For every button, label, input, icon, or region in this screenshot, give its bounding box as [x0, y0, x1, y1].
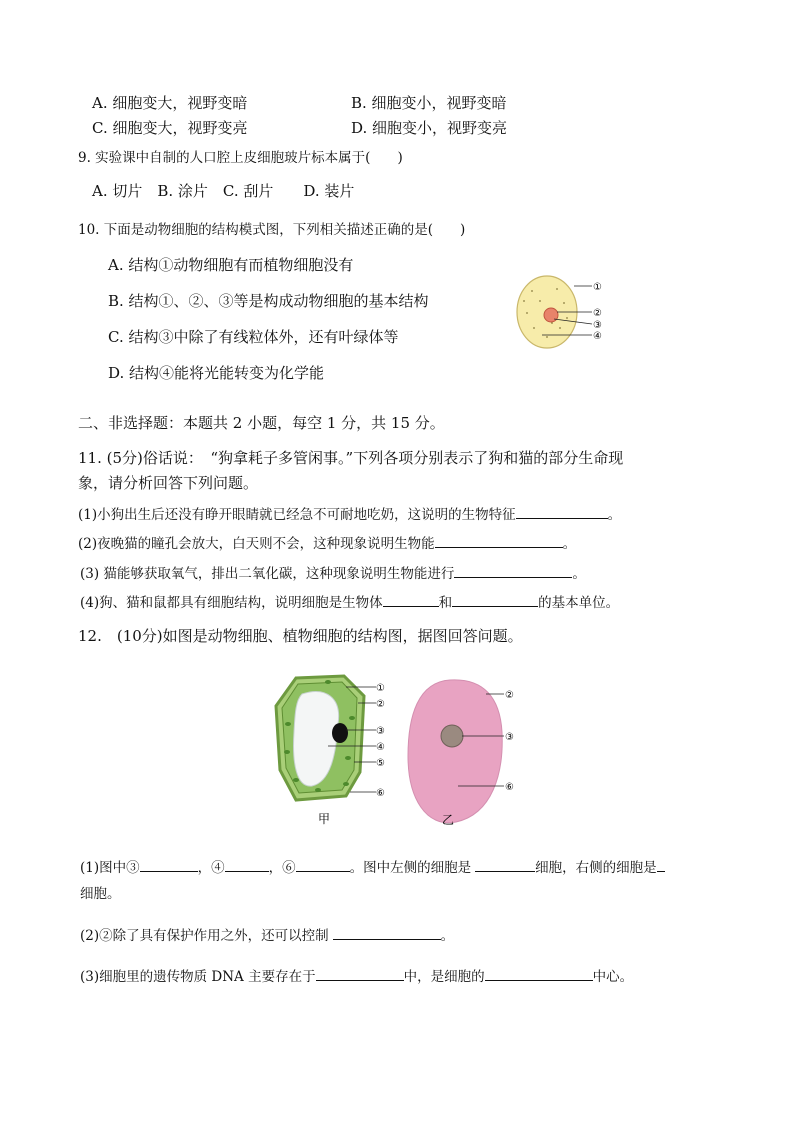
- q8-option-a: A. 细胞变大，视野变暗: [92, 94, 248, 112]
- q12-animal-cell-figure: [404, 676, 534, 834]
- q11-part2-text: (2)夜晚猫的瞳孔会放大，白天则不会，这种现象说明生物能: [78, 536, 435, 552]
- q12-right-label-2: ②: [505, 690, 514, 701]
- nucleus: [332, 723, 348, 743]
- q12-left-label-6: ⑥: [376, 788, 385, 799]
- q11-part1-end: 。: [607, 507, 622, 523]
- q12-part1-text-d: 。图中左侧的细胞是: [349, 860, 472, 876]
- nucleus: [441, 725, 463, 747]
- q12-left-label-5: ⑤: [376, 758, 385, 769]
- q12-part3-mid: 中，是细胞的: [403, 969, 485, 985]
- q12-part3: [80, 966, 633, 987]
- q10-label-1: ①: [593, 282, 602, 293]
- q12-blank-7[interactable]: [316, 966, 404, 981]
- q10-option-c: C. 结构③中除了有线粒体外，还有叶绿体等: [108, 328, 399, 346]
- q10-option-d: D. 结构④能将光能转变为化学能: [108, 364, 325, 382]
- q10-animal-cell-figure: [512, 273, 612, 355]
- q11-part4: [80, 592, 619, 613]
- q11-part4-text: (4)狗、猫和鼠都具有细胞结构，说明细胞是生物体: [80, 595, 383, 611]
- q12-blank-4[interactable]: [475, 857, 535, 872]
- nucleus: [544, 308, 558, 322]
- q11-blank-4[interactable]: [383, 592, 439, 607]
- q11-part4-mid: 和: [438, 595, 453, 611]
- q8-option-b: B. 细胞变小，视野变暗: [351, 94, 507, 112]
- q11-stem-line1: 11. (5分)俗话说： “狗拿耗子多管闲事。”下列各项分别表示了狗和猫的部分生命现: [78, 449, 624, 467]
- cell-membrane: [408, 680, 502, 823]
- q12-plant-cell-figure: [268, 672, 388, 832]
- q12-right-label-6: ⑥: [505, 782, 514, 793]
- q12-part2-text: (2)②除了具有保护作用之外，还可以控制: [80, 928, 329, 944]
- q10-option-a: A. 结构①动物细胞有而植物细胞没有: [108, 256, 354, 274]
- q12-blank-8[interactable]: [485, 966, 593, 981]
- q12-left-label-4: ④: [376, 742, 385, 753]
- q10-label-4: ④: [593, 331, 602, 342]
- q11-part4-end: 的基本单位。: [538, 595, 620, 611]
- q12-part1: [80, 857, 665, 878]
- q12-stem: 12. (10分)如图是动物细胞、植物细胞的结构图，据图回答问题。: [78, 627, 523, 645]
- q12-left-caption: 甲: [318, 812, 331, 826]
- q9-options: A. 切片 B. 涂片 C. 刮片 D. 装片: [92, 182, 355, 200]
- q11-part3-end: 。: [572, 566, 586, 582]
- q12-part1-text-b: ，④: [197, 860, 225, 876]
- q12-blank-5[interactable]: [657, 857, 665, 872]
- q12-part1-text-c: ，⑥: [268, 860, 296, 876]
- q11-blank-5[interactable]: [452, 592, 538, 607]
- q11-stem-line2: 象，请分析回答下列问题。: [78, 474, 259, 492]
- q12-right-label-3: ③: [505, 732, 514, 743]
- q8-option-d: D. 细胞变小，视野变亮: [351, 119, 508, 137]
- q12-left-label-3: ③: [376, 726, 385, 737]
- q12-blank-6[interactable]: [333, 925, 441, 940]
- q12-blank-2[interactable]: [225, 857, 269, 872]
- q12-part1-text-a: (1)图中③: [80, 860, 140, 876]
- q11-part3: [80, 563, 586, 584]
- section-2-heading: 二、非选择题：本题共 2 小题，每空 1 分，共 15 分。: [78, 414, 445, 432]
- q10-label-2: ②: [593, 308, 602, 319]
- q9-stem: 9. 实验课中自制的人口腔上皮细胞玻片标本属于( ): [78, 150, 403, 166]
- q12-blank-1[interactable]: [140, 857, 198, 872]
- q11-blank-3[interactable]: [454, 563, 572, 578]
- q12-part1-text-e: 细胞，右侧的细胞是: [535, 860, 657, 876]
- q12-part2: [80, 925, 454, 946]
- q12-part1-cont: 细胞。: [80, 886, 121, 902]
- q11-blank-1[interactable]: [516, 504, 608, 519]
- q12-part2-end: 。: [440, 928, 455, 944]
- q11-part3-text: (3) 猫能够获取氧气，排出二氧化碳，这种现象说明生物能进行: [80, 566, 455, 582]
- q12-right-caption: 乙: [442, 813, 455, 827]
- q12-part3-text: (3)细胞里的遗传物质 DNA 主要存在于: [80, 969, 316, 985]
- q12-left-label-1: ①: [376, 683, 385, 694]
- q10-stem: 10. 下面是动物细胞的结构模式图，下列相关描述正确的是( ): [78, 222, 466, 238]
- q11-part1: [78, 504, 621, 525]
- q8-option-c: C. 细胞变大，视野变亮: [92, 119, 248, 137]
- q10-label-3: ③: [593, 320, 602, 331]
- q12-left-label-2: ②: [376, 699, 385, 710]
- q12-blank-3[interactable]: [296, 857, 350, 872]
- q11-blank-2[interactable]: [435, 533, 563, 548]
- q11-part1-text: (1)小狗出生后还没有睁开眼睛就已经急不可耐地吃奶，这说明的生物特征: [78, 507, 516, 523]
- q10-option-b: B. 结构①、②、③等是构成动物细胞的基本结构: [108, 292, 429, 310]
- q11-part2-end: 。: [562, 536, 577, 552]
- q12-part3-end: 中心。: [592, 969, 634, 985]
- q11-part2: [78, 533, 576, 554]
